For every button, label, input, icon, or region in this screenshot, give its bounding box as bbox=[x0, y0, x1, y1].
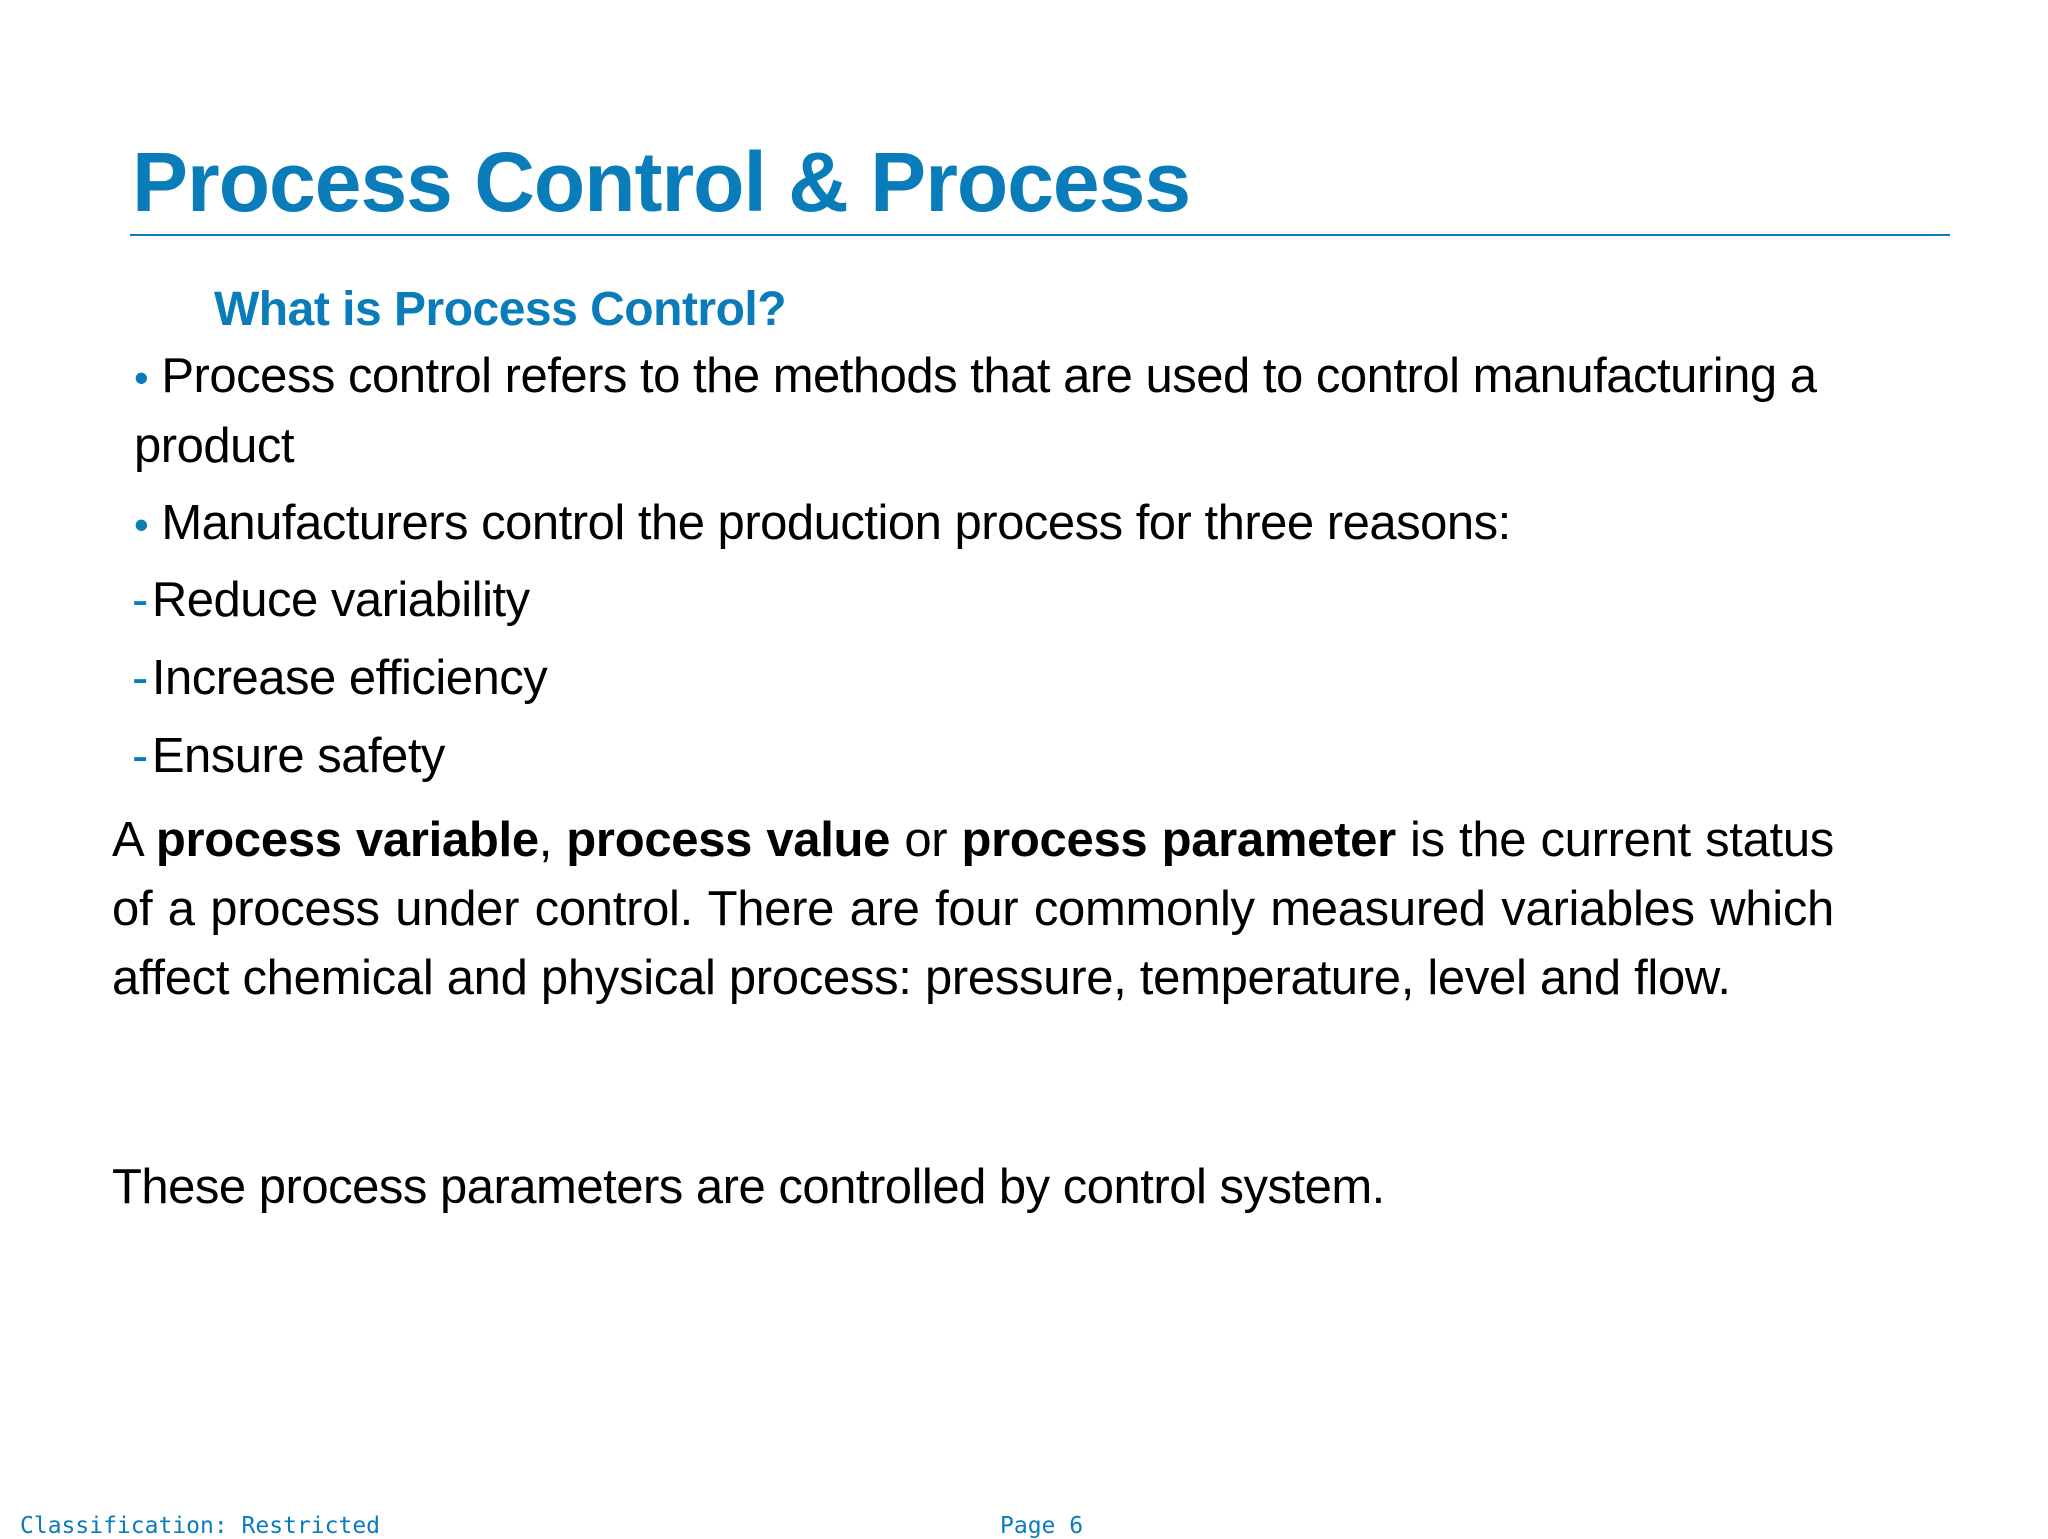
reason-text: Ensure safety bbox=[151, 729, 445, 783]
paragraph-text: or bbox=[890, 813, 962, 867]
term-process-variable: process variable bbox=[155, 813, 539, 867]
bullet-text: Process control refers to the methods that are used to control manufacturing a product bbox=[134, 349, 1817, 473]
title-divider bbox=[130, 234, 1950, 236]
definition-paragraph bbox=[112, 806, 1834, 1013]
paragraph-text: A bbox=[112, 813, 156, 867]
term-process-parameter: process parameter bbox=[961, 813, 1396, 867]
bullet-item bbox=[134, 342, 1894, 481]
bullet-dot-icon: • bbox=[134, 354, 149, 401]
dash-marker-icon: - bbox=[132, 729, 148, 783]
term-process-value: process value bbox=[566, 813, 891, 867]
dash-marker-icon: - bbox=[132, 573, 148, 627]
bullet-item bbox=[134, 489, 1894, 559]
paragraph-text: , bbox=[538, 813, 567, 867]
reason-text: Reduce variability bbox=[151, 573, 530, 627]
slide-title: Process Control & Process bbox=[132, 135, 1191, 229]
reason-item bbox=[132, 648, 547, 708]
reason-item bbox=[132, 570, 530, 630]
reason-item bbox=[132, 726, 445, 786]
paragraph-text: is the current status of a process under control. There are four commonly measured variables which affect chemical and physical process: pressure, temperature, level and flow. bbox=[112, 813, 1834, 1005]
closing-paragraph: These process parameters are controlled by control system. bbox=[112, 1160, 1385, 1214]
dash-marker-icon: - bbox=[132, 651, 148, 705]
bullet-text: Manufacturers control the production process for three reasons: bbox=[161, 496, 1511, 550]
reason-text: Increase efficiency bbox=[151, 651, 548, 705]
classification-label: Classification: Restricted bbox=[20, 1513, 381, 1539]
page-number: Page 6 bbox=[1000, 1513, 1084, 1539]
bullet-dot-icon: • bbox=[134, 501, 149, 548]
section-heading: What is Process Control? bbox=[214, 283, 787, 336]
